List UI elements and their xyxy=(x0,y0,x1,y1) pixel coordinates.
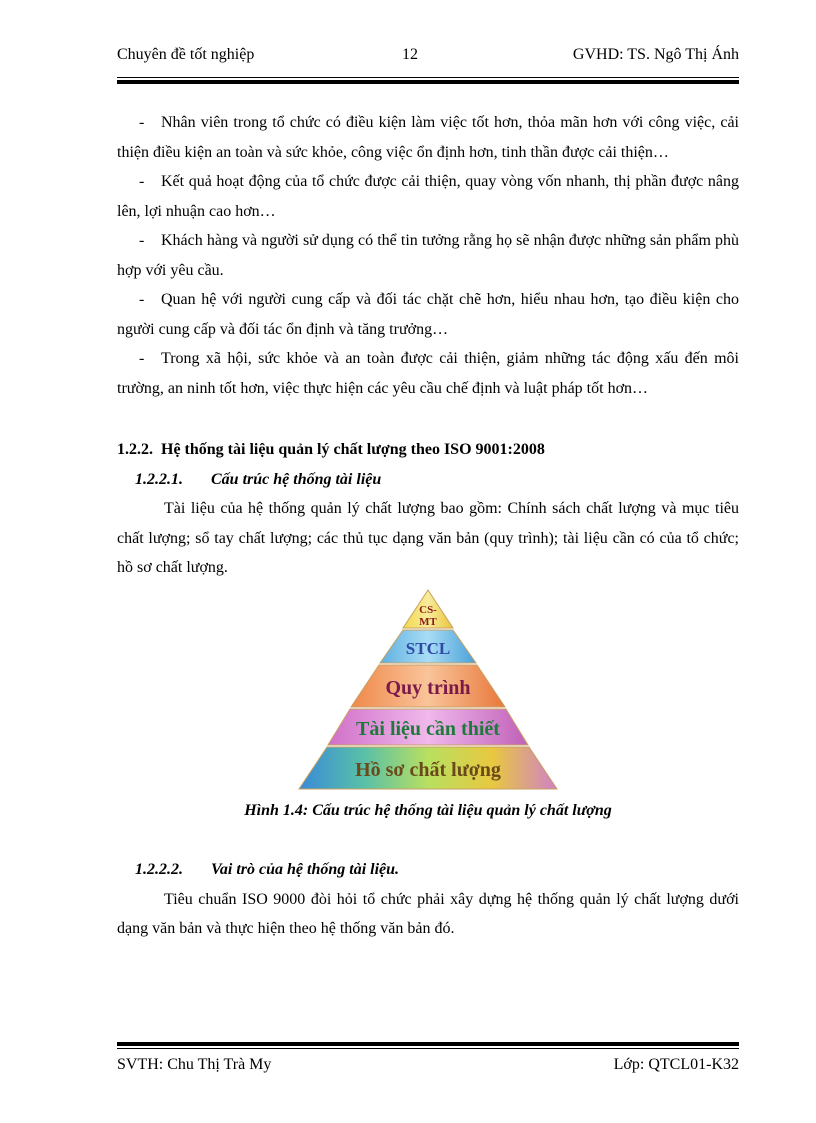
pyramid-diagram xyxy=(297,586,559,794)
page-body xyxy=(117,108,739,944)
page-footer xyxy=(117,1056,739,1080)
subsection-number: 1.2.2.2. xyxy=(135,861,183,878)
pyramid-label-procedures: Quy trình xyxy=(385,676,471,699)
section-title: Hệ thống tài liệu quản lý chất lượng theo ISO 9001:2008 xyxy=(161,441,545,458)
paragraph: Tiêu chuẩn ISO 9000 đòi hỏi tổ chức phải xây dựng hệ thống quản lý chất lượng dưới dạng văn bản và thực hiện theo hệ thống văn bản đó. xyxy=(117,890,739,937)
pyramid-label-manual: STCL xyxy=(405,638,451,658)
page-number: 12 xyxy=(402,46,418,63)
list-item: - Nhân viên trong tổ chức có điều kiện làm việc tốt hơn, thỏa mãn hơn với công việc, cải thiện điều kiện an toàn và sức khỏe, công việc ổn định hơn, tinh thần được cải thiện… xyxy=(117,114,739,161)
subsection-heading xyxy=(117,855,739,885)
footer-class: Lớp: QTCL01-K32 xyxy=(613,1056,739,1073)
footer-student: SVTH: Chu Thị Trà My xyxy=(117,1056,272,1073)
list-item: - Kết quả hoạt động của tổ chức được cải thiện, quay vòng vốn nhanh, thị phần được nâng lên, lợi nhuận cao hơn… xyxy=(117,173,739,220)
subsection-title: Vai trò của hệ thống tài liệu. xyxy=(211,861,400,878)
header-rule xyxy=(117,77,739,84)
list-item: - Khách hàng và người sử dụng có thể tin tưởng rằng họ sẽ nhận được những sản phẩm phù hợp với yêu cầu. xyxy=(117,232,739,279)
pyramid-figure xyxy=(297,586,559,794)
pyramid-label-policy-2: MT xyxy=(419,615,437,628)
subsection-title: Cấu trúc hệ thống tài liệu xyxy=(211,470,382,488)
header-advisor: GVHD: TS. Ngô Thị Ánh xyxy=(572,46,739,63)
section-number: 1.2.2. xyxy=(117,441,153,458)
pyramid-label-policy-1: CS- xyxy=(419,603,437,616)
list-item: - Quan hệ với người cung cấp và đối tác chặt chẽ hơn, hiểu nhau hơn, tạo điều kiện cho người cung cấp và đối tác ổn định và tăng trưởng… xyxy=(117,291,739,338)
figure-caption: Hình 1.4: Cấu trúc hệ thống tài liệu quản lý chất lượng xyxy=(244,801,612,819)
subsection-number: 1.2.2.1. xyxy=(135,470,183,488)
pyramid-label-records: Hồ sơ chất lượng xyxy=(355,758,501,781)
list-item: - Trong xã hội, sức khỏe và an toàn được cải thiện, giảm những tác động xấu đến môi trường, an ninh tốt hơn, việc thực hiện các yêu cầu chế định và luật pháp tốt hơn… xyxy=(117,350,739,397)
footer-rule xyxy=(117,1040,739,1049)
subsection-heading xyxy=(117,465,739,495)
header-document-type: Chuyên đề tốt nghiệp xyxy=(117,46,255,63)
page-header xyxy=(117,46,739,70)
pyramid-label-documents: Tài liệu cần thiết xyxy=(356,717,500,740)
paragraph: Tài liệu của hệ thống quản lý chất lượng bao gồm: Chính sách chất lượng và mục tiêu chất lượng; sổ tay chất lượng; các thủ tục dạng văn bản (quy trình); tài liệu cần có của tổ chức; hồ sơ chất lượng. xyxy=(117,500,739,576)
section-heading xyxy=(117,435,739,465)
